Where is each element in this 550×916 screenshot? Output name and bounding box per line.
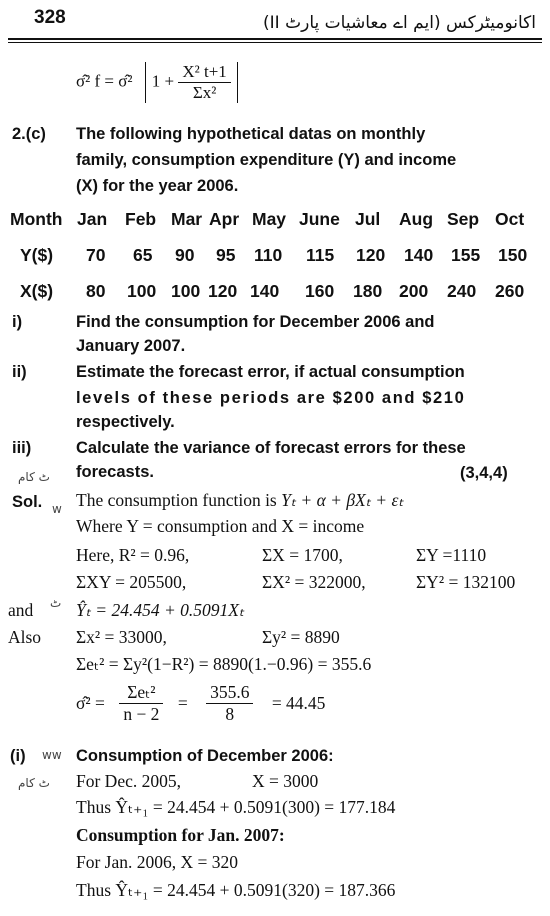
margin-watermark-3: ٹ — [50, 596, 62, 610]
question-line-2: family, consumption expenditure (Y) and income — [76, 151, 457, 169]
table-cell: 80 — [86, 281, 106, 301]
table-cell: 110 — [254, 245, 283, 265]
table-cell: 100 — [127, 281, 157, 301]
solution-line-2: Where Y = consumption and X = income — [76, 516, 365, 536]
sum-y: ΣY =1110 — [416, 545, 487, 565]
part-i-line-1: Find the consumption for December 2006 and — [76, 313, 435, 331]
part-ii-line-3: respectively. — [76, 413, 175, 431]
book-title: اکانومیٹرکس (ایم اے معاشیات پارٹ II) — [263, 13, 536, 33]
table-cell: 150 — [498, 245, 528, 265]
table-month-apr: Apr — [209, 209, 240, 229]
part-ii-line-2: levels of these periods are $200 and $210 — [76, 389, 466, 407]
table-cell: 120 — [356, 245, 386, 265]
regression-equation — [76, 600, 244, 621]
part-ii-line-1: Estimate the forecast error, if actual consumption — [76, 363, 465, 381]
part-i-number: i) — [12, 313, 23, 331]
table-month-june: June — [299, 209, 340, 229]
sum-small-y-squared: Σy² = 8890 — [262, 627, 340, 647]
regression-equation-text: Ŷₜ = 24.454 + 0.5091Xₜ — [76, 600, 245, 620]
table-month-feb: Feb — [125, 209, 157, 229]
table-cell: 120 — [208, 281, 238, 301]
table-month-may: May — [252, 209, 287, 229]
sigma-lhs: σ̂² = — [76, 693, 105, 713]
table-month-mar: Mar — [171, 209, 203, 229]
table-cell: 140 — [404, 245, 434, 265]
sum-x-squared: ΣX² = 322000, — [262, 572, 366, 592]
sigma-num-2: 355.6 — [206, 682, 253, 704]
table-row-label-y: Y($) — [20, 245, 54, 265]
header-rule-thin — [8, 42, 542, 43]
dec-2006-forecast: Thus Ŷₜ₊₁ = 24.454 + 0.5091(300) = 177.184 — [76, 797, 396, 817]
answer-i-title: Consumption of December 2006: — [76, 747, 334, 765]
margin-watermark-5: ٹ کام — [18, 776, 50, 790]
formula-denominator: Σx² — [192, 83, 217, 102]
residual-sum-squares: Σeₜ² = Σy²(1−R²) = 8890(1.−0.96) = 355.6 — [76, 654, 372, 674]
table-cell: 100 — [171, 281, 201, 301]
sigma-hat-squared-calc — [76, 682, 325, 728]
consumption-function: Yₜ + α + βXₜ + εₜ — [281, 490, 404, 510]
solution-line-1-text: The consumption function is — [76, 490, 277, 510]
jan-2006-label: For Jan. 2006, X = 320 — [76, 852, 239, 872]
table-cell: 140 — [250, 281, 280, 301]
table-month-sep: Sep — [447, 209, 480, 229]
page-number: 328 — [34, 7, 66, 28]
part-iii-line-1: Calculate the variance of forecast errors for these — [76, 439, 466, 457]
sigma-num-1: Σeₜ² — [119, 682, 163, 704]
sum-small-x-squared: Σx² = 33000, — [76, 627, 167, 647]
margin-watermark-2: w — [52, 502, 62, 516]
sum-x: ΣX = 1700, — [262, 545, 343, 565]
table-cell: 260 — [495, 281, 525, 301]
formula-lhs: σ̂² f = σ̂² — [76, 71, 133, 91]
also-label: Also — [8, 627, 42, 647]
sigma-result: = 44.45 — [271, 693, 326, 713]
table-cell: 160 — [305, 281, 335, 301]
formula-one-plus: 1 + — [151, 71, 175, 91]
table-cell: 70 — [86, 245, 106, 265]
formula-numerator: X² t+1 — [178, 62, 230, 83]
table-cell: 155 — [451, 245, 481, 265]
table-month-aug: Aug — [399, 209, 434, 229]
answer-i-number: (i) — [10, 747, 26, 765]
sum-xy: ΣXY = 205500, — [76, 572, 187, 592]
part-iii-number: iii) — [12, 439, 32, 457]
table-cell: 180 — [353, 281, 383, 301]
formula-bracket — [145, 62, 238, 103]
solution-line-1 — [76, 490, 404, 511]
solution-label: Sol. — [12, 493, 43, 511]
jan-2007-forecast: Thus Ŷₜ₊₁ = 24.454 + 0.5091(320) = 187.366 — [76, 880, 396, 900]
answer-jan-title: Consumption for Jan. 2007: — [76, 825, 285, 845]
sigma-fraction-1 — [119, 682, 163, 725]
sum-y-squared: ΣY² = 132100 — [416, 572, 516, 592]
table-cell: 95 — [216, 245, 236, 265]
variance-forecast-formula — [76, 62, 238, 103]
question-line-1: The following hypothetical datas on monthly — [76, 125, 426, 143]
table-cell: 240 — [447, 281, 477, 301]
question-line-3: (X) for the year 2006. — [76, 177, 239, 195]
table-row-label-x: X($) — [20, 281, 54, 301]
sigma-equals: = — [177, 693, 188, 713]
table-header-month: Month — [10, 209, 63, 229]
dec-2005-label: For Dec. 2005, — [76, 771, 181, 791]
part-iii-line-2: forecasts. — [76, 463, 154, 481]
table-cell: 200 — [399, 281, 429, 301]
margin-watermark-4: ww — [42, 748, 62, 762]
part-i-line-2: January 2007. — [76, 337, 186, 355]
question-number: 2.(c) — [12, 125, 46, 143]
header-rule — [8, 38, 542, 40]
r-squared: Here, R² = 0.96, — [76, 545, 190, 565]
table-month-jan: Jan — [77, 209, 108, 229]
dec-2005-x: X = 3000 — [252, 771, 319, 791]
sigma-fraction-2 — [206, 682, 253, 725]
margin-watermark-1: ٹ کام — [18, 470, 50, 484]
table-month-oct: Oct — [495, 209, 525, 229]
table-cell: 65 — [133, 245, 153, 265]
table-cell: 90 — [175, 245, 195, 265]
marks: (3,4,4) — [460, 464, 508, 482]
formula-fraction — [178, 62, 230, 103]
table-cell: 115 — [306, 245, 335, 265]
and-label: and — [8, 600, 34, 620]
part-ii-number: ii) — [12, 363, 27, 381]
sigma-den-1: n − 2 — [123, 704, 160, 724]
sigma-den-2: 8 — [225, 704, 235, 724]
table-month-jul: Jul — [355, 209, 381, 229]
